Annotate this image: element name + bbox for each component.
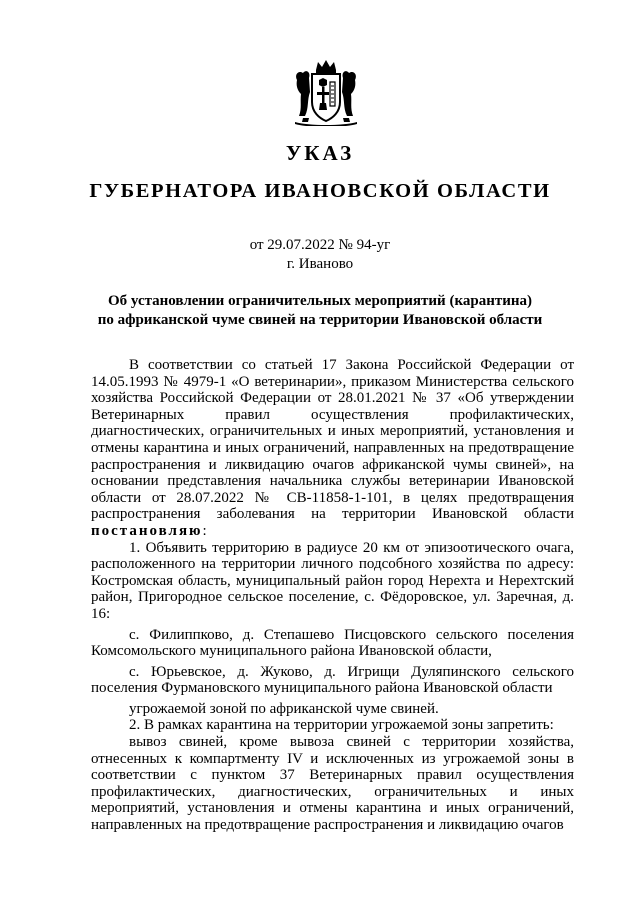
- date-number: от 29.07.2022 № 94-уг: [249, 237, 391, 253]
- paragraph-threat-zone: угрожаемой зоной по африканской чуме свиней.: [129, 700, 439, 717]
- issuer-title: ГУБЕРНАТОРА ИВАНОВСКОЙ ОБЛАСТИ: [89, 180, 551, 202]
- decree-keyword-colon: :: [202, 522, 207, 539]
- subject-line-1: Об установлении ограничительных мероприятий (карантина): [107, 293, 532, 309]
- paragraph-item-1: 1. Объявить территорию в радиусе 20 км от эпизоотического очага, расположенного на территории личного подсобного хозяйства по адресу: Костромская область, муниципальный район город Нерехта и Нерехтский район, Пригородное сельское поселение, с. Фёдоровское, ул. Заречная, д. 16:: [91, 539, 574, 622]
- paragraph-item-2: 2. В рамках карантина на территории угрожаемой зоны запретить:: [129, 717, 554, 734]
- preamble-text: В соответствии со статьей 17 Закона Российской Федерации от 14.05.1993 № 4979-1 «О ветеринарии», приказом Министерства сельского хозяйства Российской Федерации от 28.01.2021 № 37 «Об утверждении Ветеринарных правил осуществления профилактических, диагностических, ограничительных и иных мероприятий, установления и отмены карантина и иных ограничений, направленных на предотвращение распространения и ликвидацию очагов африканской чумы свиней», на основании представления начальника службы ветеринарии Ивановской области от 28.07.2022 № СВ-11858-1-101, в целях предотвращения распространения заболевания на территории Ивановской области: [91, 357, 574, 523]
- paragraph-prohibition-1: вывоз свиней, кроме вывоза свиней с территории хозяйства, отнесенных к компартменту IV и исключенных из угрожаемой зоны в соответствии с пунктом 37 Ветеринарных правил осуществления профилактических, диагностических, ограничительных и иных мероприятий, установления и отмены карантина и иных ограничений, направленных на предотвращение распространения и ликвидацию очагов: [91, 734, 574, 834]
- document-subject: [0, 292, 640, 330]
- subject-line-2: по африканской чуме свиней на территории Ивановской области: [97, 312, 543, 328]
- paragraph-settlements-komsomolsk: с. Филиппково, д. Степашево Писцовского сельского поселения Комсомольского муниципального района Ивановской области,: [91, 626, 574, 660]
- preamble-paragraph: [91, 357, 574, 540]
- paragraph-settlements-furmanov: с. Юрьевское, д. Жуково, д. Игрищи Дуляпинского сельского поселения Фурмановского муниципального района Ивановской области: [91, 663, 574, 697]
- date-and-place: [0, 236, 640, 274]
- ivanovo-region-coat-of-arms-icon: [289, 58, 363, 126]
- city: г. Иваново: [286, 256, 354, 272]
- decree-keyword: постановляю: [91, 522, 203, 539]
- document-body: [91, 357, 574, 834]
- document-type-title: УКАЗ: [285, 141, 355, 165]
